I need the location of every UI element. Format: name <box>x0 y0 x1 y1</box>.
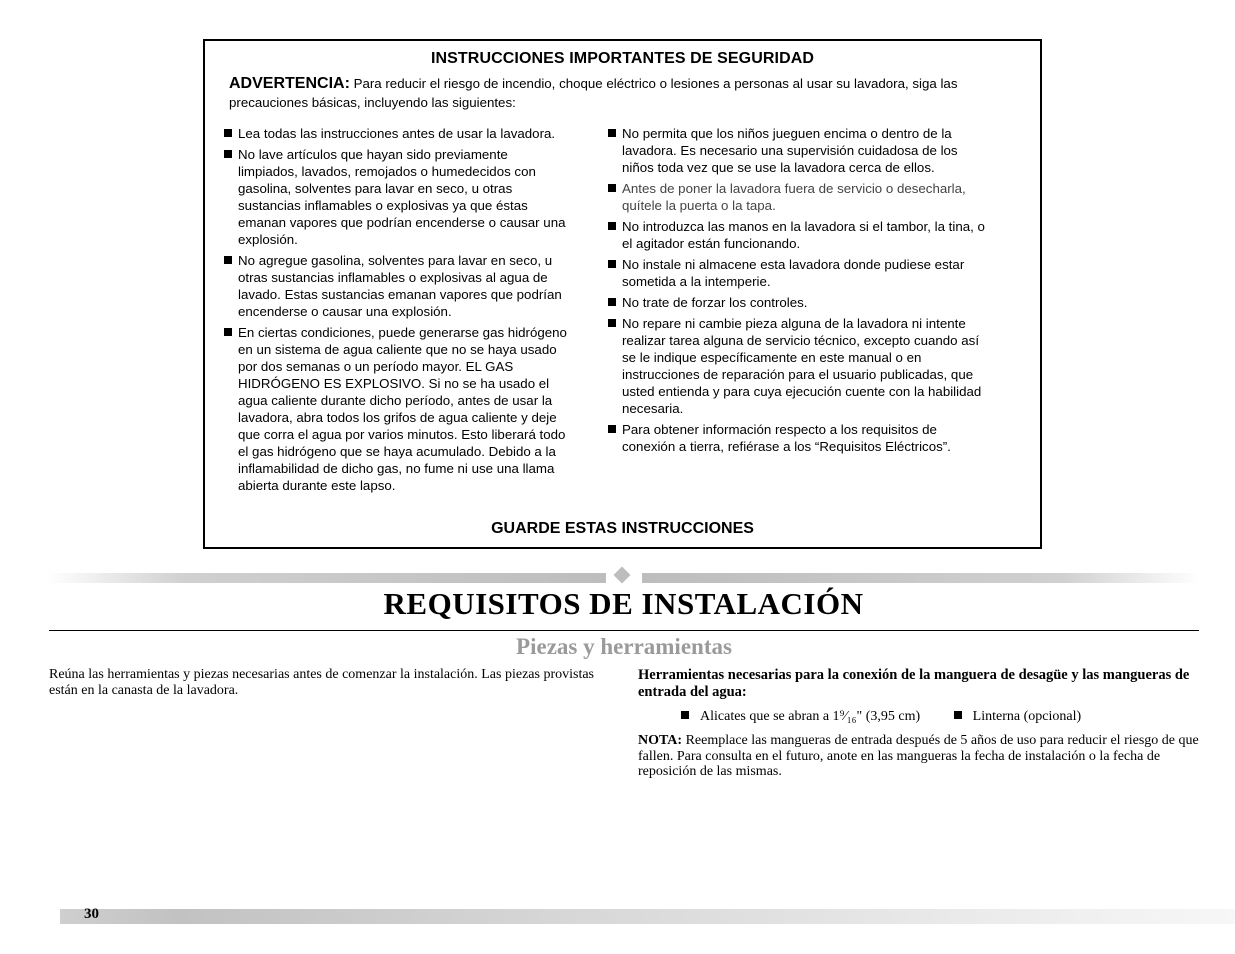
section-title: REQUISITOS DE INSTALACIÓN <box>383 586 864 621</box>
subsection-title: Piezas y herramientas <box>516 634 732 659</box>
safety-instructions-box <box>203 39 1042 549</box>
square-bullet-icon <box>224 256 232 264</box>
list-item: No agregue gasolina, solventes para lavar en seco, u otras sustancias inflamables o explosivas al agua de lavado. Estas sustancias emanan vapores que podrían encenderse o causar una explosión. <box>223 252 568 320</box>
list-item: No lave artículos que hayan sido previamente limpiados, lavados, remojados o humedecidos con gasolina, solventes para lavar en seco, u otras sustancias inflamables o explosivas ya que éstas emanan vapores que podrían encenderse o causar una explosión. <box>223 146 568 248</box>
list-item: No trate de forzar los controles. <box>607 294 992 311</box>
square-bullet-icon <box>608 184 616 192</box>
footer-bar <box>60 909 1235 924</box>
square-bullet-icon <box>608 260 616 268</box>
square-bullet-icon <box>681 711 689 719</box>
tools-list <box>681 708 1111 725</box>
safety-title: INSTRUCCIONES IMPORTANTES DE SEGURIDAD <box>430 50 815 67</box>
list-item: Antes de poner la lavadora fuera de servicio o desecharla, quítele la puerta o la tapa. <box>607 180 992 214</box>
tool-item: Linterna (opcional) <box>954 708 1081 725</box>
tools-heading: Herramientas necesarias para la conexión de la manguera de desagüe y las mangueras de entrada del agua: <box>638 667 1190 700</box>
warning-paragraph <box>229 74 1020 112</box>
note-text: Reemplace las mangueras de entrada después de 5 años de uso para reducir el riesgo de que fallen. Para consulta en el futuro, anote en las mangueras la fecha de instalación o la fecha de reposición de las mismas. <box>638 733 1199 779</box>
page-number: 30 <box>84 906 99 922</box>
intro-paragraph: Reúna las herramientas y piezas necesarias antes de comenzar la instalación. Las piezas provistas están en la canasta de la lavadora. <box>49 667 594 698</box>
square-bullet-icon <box>224 328 232 336</box>
square-bullet-icon <box>608 425 616 433</box>
square-bullet-icon <box>224 129 232 137</box>
list-item: No permita que los niños jueguen encima o dentro de la lavadora. Es necesario una supervisión cuidadosa de los niños toda vez que se use la lavadora cerca de ellos. <box>607 125 992 176</box>
safety-list-right <box>607 125 992 459</box>
note-label: NOTA: <box>638 733 683 748</box>
warning-text: Para reducir el riesgo de incendio, choque eléctrico o lesiones a personas al usar su lavadora, siga las precauciones básicas, incluyendo las siguientes: <box>229 76 958 110</box>
list-item: En ciertas condiciones, puede generarse gas hidrógeno en un sistema de agua caliente que no se haya usado por dos semanas o un período mayor. EL GAS HIDRÓGENO ES EXPLOSIVO. Si no se ha usado el agua caliente durante dicho período, antes de usar la lavadora, abra todos los grifos de agua caliente y deje que corra el agua por varios minutos. Esto liberará todo el gas hidrógeno que se haya acumulado. Debido a la inflamabilidad de dicho gas, no fume ni use una llama abierta durante este lapso. <box>223 324 568 494</box>
list-item: Para obtener información respecto a los requisitos de conexión a tierra, refiérase a los “Requisitos Eléctricos”. <box>607 421 992 455</box>
tool-item: Alicates que se abran a 1⁹⁄₁₆" (3,95 cm) <box>681 708 920 725</box>
list-item: No introduzca las manos en la lavadora si el tambor, la tina, o el agitador están funcionando. <box>607 218 992 252</box>
square-bullet-icon <box>608 298 616 306</box>
list-item: No repare ni cambie pieza alguna de la lavadora ni intente realizar tarea alguna de servicio técnico, excepto cuando así se le indique específicamente en este manual o en instrucciones de reparación para el usuario publicadas, que usted entienda y para cuya ejecución cuente con la habilidad necesaria. <box>607 315 992 417</box>
square-bullet-icon <box>608 129 616 137</box>
square-bullet-icon <box>954 711 962 719</box>
list-item: Lea todas las instrucciones antes de usar la lavadora. <box>223 125 568 142</box>
warning-lead: ADVERTENCIA: <box>229 75 350 92</box>
square-bullet-icon <box>608 222 616 230</box>
section-rule <box>49 630 1199 631</box>
safety-list-left <box>223 125 568 498</box>
note-paragraph <box>638 733 1200 780</box>
save-instructions-footer: GUARDE ESTAS INSTRUCCIONES <box>491 520 754 537</box>
square-bullet-icon <box>608 319 616 327</box>
square-bullet-icon <box>224 150 232 158</box>
list-item: No instale ni almacene esta lavadora donde pudiese estar sometida a la intemperie. <box>607 256 992 290</box>
